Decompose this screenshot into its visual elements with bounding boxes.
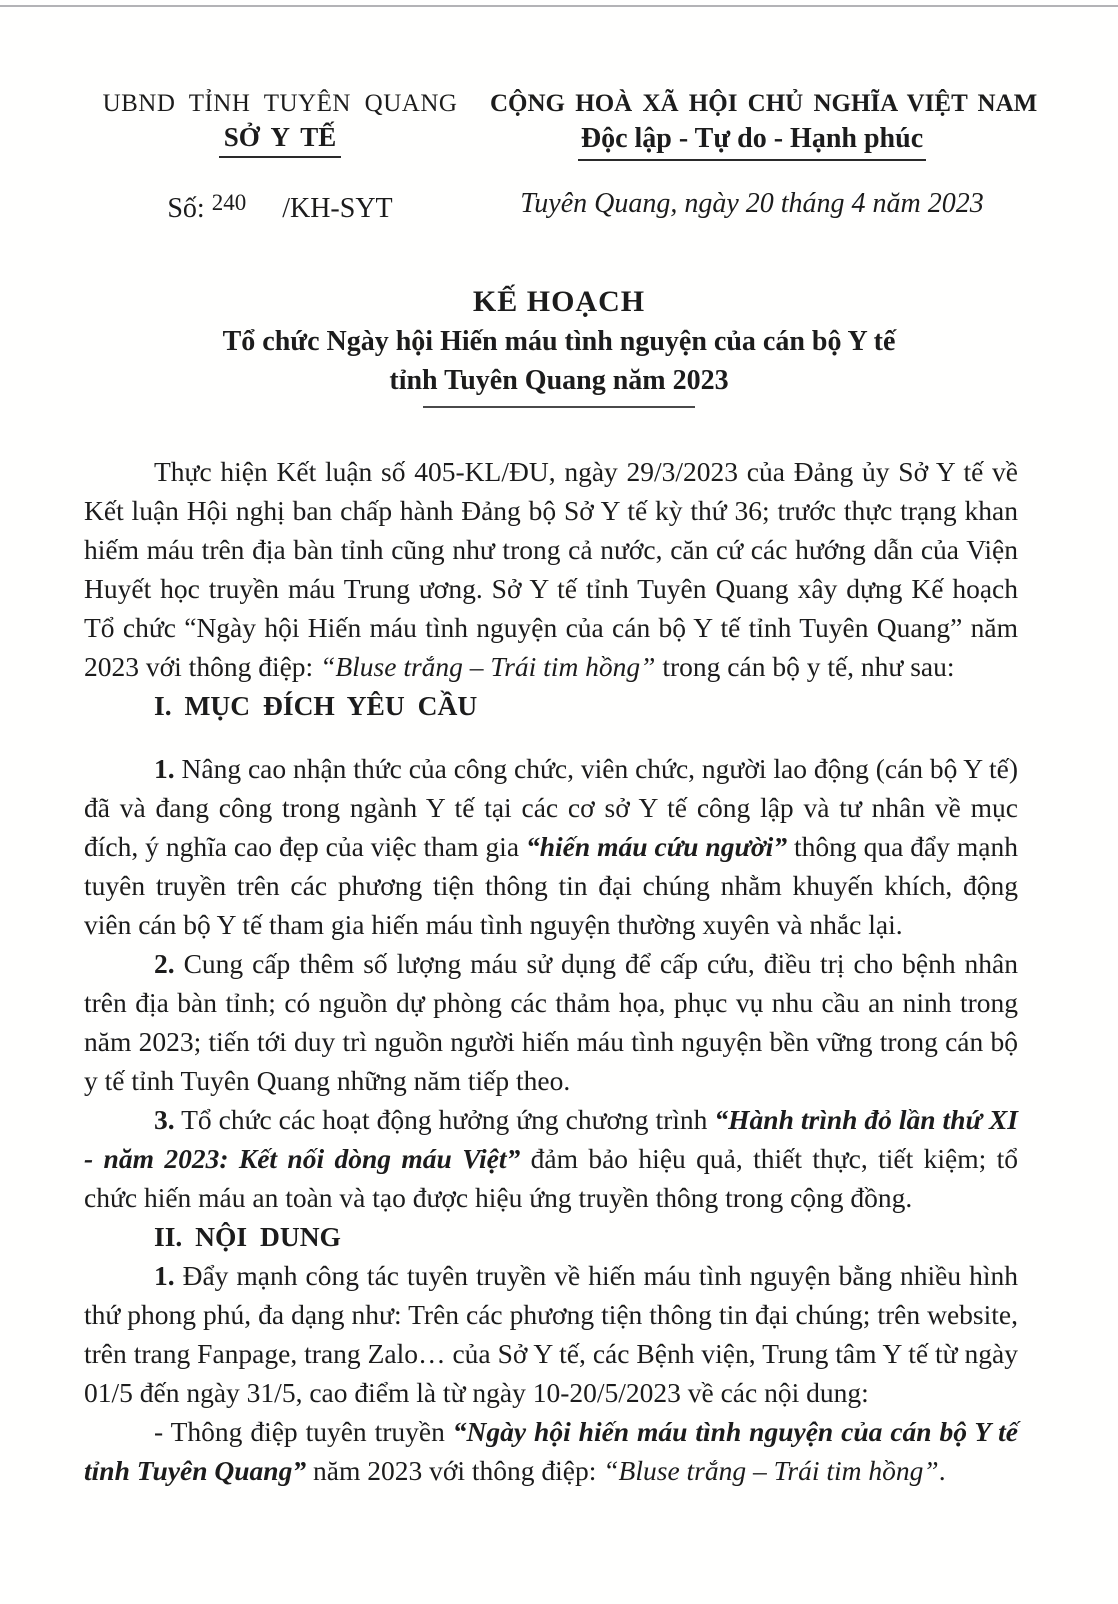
org-name: SỞ Y TẾ: [219, 122, 342, 158]
text-segment: Đẩy mạnh công tác tuyên truyền về hiến máu tình nguyện bằng nhiều hình thứ phong phú, đa dạng như: Trên các phương tiện thông tin đại chúng; trên website, trên trang Fanpage, trang Zalo… của Sở Y tế, các Bệnh viện, Trung tâm Y tế từ ngày 01/5 đến ngày 31/5, cao điểm là từ ngày 10-20/5/2023 về các nội dung:: [84, 1260, 1018, 1408]
text-segment: “Bluse trắng – Trái tim hồng”: [320, 651, 656, 682]
text-segment: 1.: [154, 1260, 175, 1291]
text-segment: .: [938, 1455, 946, 1486]
title-underline-rule: [423, 406, 695, 408]
issuing-org-block: [0, 90, 490, 225]
text-segment: thông qua đẩy mạnh tuyên truyền trên các phương tiện thông tin đại chúng nhằm khuyến khích, động viên cán bộ Y tế tham gia hiến máu tình nguyện thường xuyên và nhắc lại.: [84, 831, 1018, 940]
text-segment: Cung cấp thêm số lượng máu sử dụng để cấp cứu, điều trị cho bệnh nhân trên địa bàn tỉnh; có nguồn dự phòng các thảm họa, phục vụ nhu cầu an ninh trong năm 2023; tiến tới duy trì nguồn người hiến máu tình nguyện bền vững trong cán bộ y tế tỉnh Tuyên Quang những năm tiếp theo.: [84, 948, 1018, 1096]
page-top-edge-line: [0, 5, 1118, 7]
para-ii-1: [84, 1256, 1018, 1412]
document-body: [0, 452, 1118, 1490]
para-2: [84, 944, 1018, 1100]
national-title: CỘNG HOÀ XÃ HỘI CHỦ NGHĨA VIỆT NAM: [490, 90, 1038, 117]
section-heading-content: [84, 1217, 1018, 1256]
para-intro: [84, 452, 1018, 686]
text-segment: 1.: [154, 753, 175, 784]
document-title-line-1: Tổ chức Ngày hội Hiến máu tình nguyện của cán bộ Y tế: [222, 326, 896, 357]
text-segment: Nâng cao nhận thức của công chức, viên chức, người lao động (cán bộ Y tế) đã và đang công trong ngành Y tế tại các cơ sở Y tế công lập và tư nhân về mục đích, ý nghĩa cao đẹp của việc tham gia: [84, 753, 1018, 862]
text-segment: “hiến máu cứu người”: [525, 831, 788, 862]
para-1: [84, 749, 1018, 944]
para-message: [84, 1412, 1018, 1490]
place-and-date: Tuyên Quang, ngày 20 tháng 4 năm 2023: [520, 188, 984, 219]
document-type-title: KẾ HOẠCH: [472, 285, 646, 318]
document-title-line-2: tỉnh Tuyên Quang năm 2023: [389, 365, 729, 396]
national-motto-row: [490, 118, 1014, 161]
text-segment: - Thông điệp tuyên truyền: [154, 1416, 453, 1447]
text-segment: trong cán bộ y tế, như sau:: [655, 651, 955, 682]
para-3: [84, 1100, 1018, 1217]
text-segment: Thực hiện Kết luận số 405-KL/ĐU, ngày 29/3/2023 của Đảng ủy Sở Y tế về Kết luận Hội nghị ban chấp hành Đảng bộ Sở Y tế kỳ thứ 36; trước thực trạng khan hiếm máu trên địa bàn tỉnh cũng như trong cả nước, căn cứ các hướng dẫn của Viện Huyết học truyền máu Trung ương. Sở Y tế tỉnh Tuyên Quang xây dựng Kế hoạch Tổ chức “Ngày hội Hiến máu tình nguyện của cán bộ Y tế tỉnh Tuyên Quang” năm 2023 với thông điệp:: [84, 456, 1018, 682]
org-name-row: [70, 118, 490, 158]
org-parent-name: UBND TỈNH TUYÊN QUANG: [102, 90, 458, 117]
text-segment: đảm bảo hiệu quả, thiết thực, tiết kiệm; tổ chức hiến máu an toàn và tạo được hiệu ứng truyền thông trong cộng đồng.: [84, 1143, 1018, 1213]
text-segment: I. MỤC ĐÍCH YÊU CẦU: [154, 690, 478, 721]
text-segment: 2.: [154, 948, 175, 979]
national-header-block: [490, 90, 1118, 225]
section-heading-purpose: [84, 686, 1018, 725]
document-number-suffix: /KH-SYT: [282, 193, 393, 224]
document-header: [0, 0, 1118, 225]
text-segment: 3.: [154, 1104, 175, 1135]
document-number-label: Số:: [167, 193, 205, 224]
text-segment: “Bluse trắng – Trái tim hồng”: [603, 1455, 939, 1486]
text-segment: “Ngày hội hiến máu tình nguyện của cán bộ Y tế tỉnh Tuyên Quang”: [84, 1416, 1018, 1486]
document-number-value: 240: [211, 190, 247, 215]
text-segment: Tổ chức các hoạt động hưởng ứng chương trình: [174, 1104, 715, 1135]
text-segment: “Hành trình đỏ lần thứ XI - năm 2023: Kết nối dòng máu Việt”: [84, 1104, 1018, 1174]
national-motto: Độc lập - Tự do - Hạnh phúc: [578, 123, 926, 161]
text-segment: năm 2023 với thông điệp:: [306, 1455, 604, 1486]
document-number: [70, 190, 490, 225]
text-segment: II. NỘI DUNG: [154, 1221, 341, 1252]
document-title-block: [0, 285, 1118, 408]
